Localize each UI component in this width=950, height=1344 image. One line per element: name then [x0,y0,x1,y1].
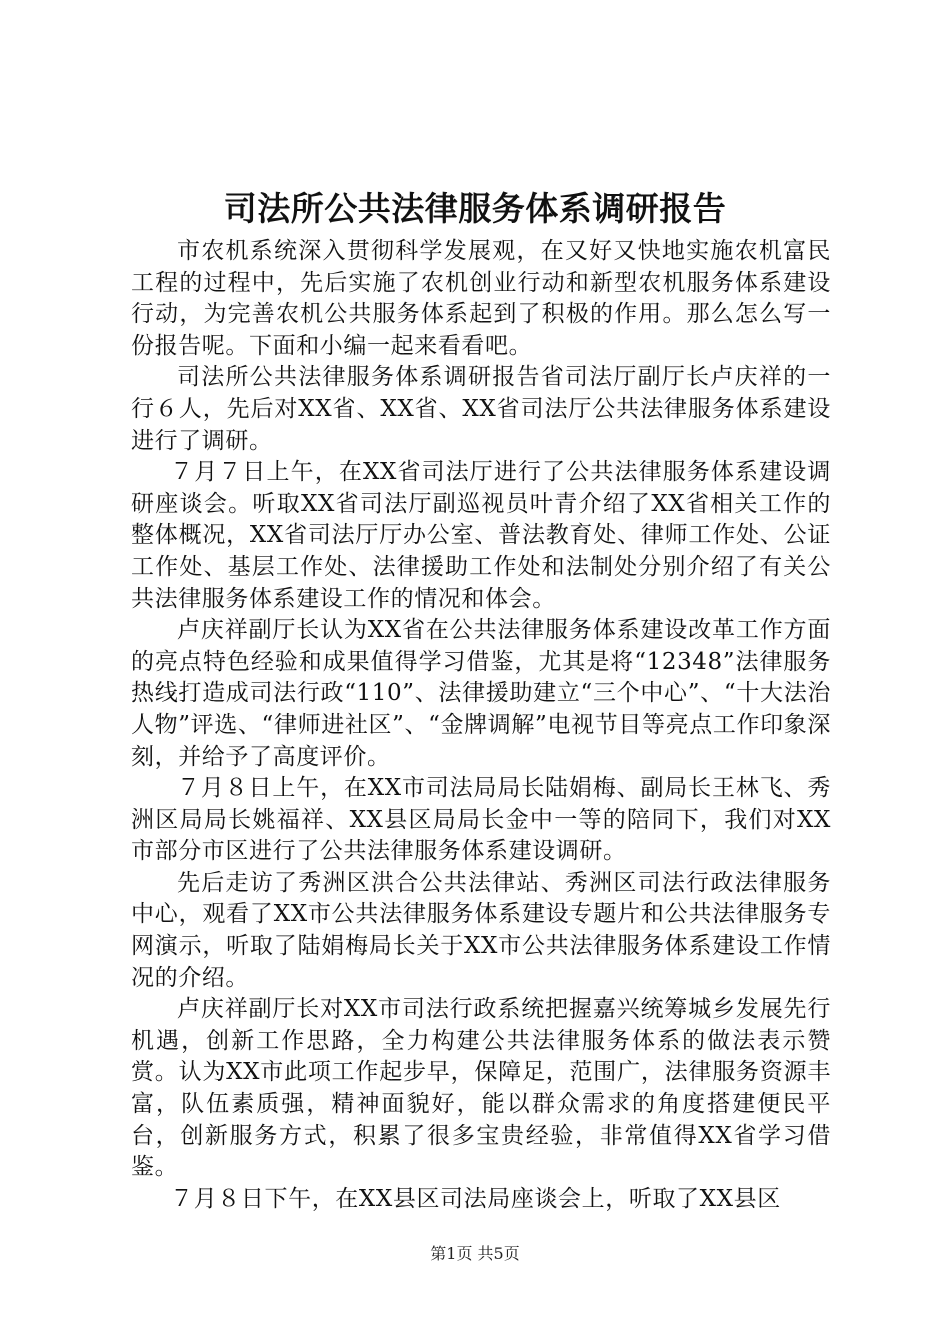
document-body [131,236,831,1215]
paragraph-site-visits: 先后走访了秀洲区洪合公共法律站、秀洲区司法行政法律服务中心，观看了XX市公共法律服务体系建设专题片和公共法律服务专网演示，听取了陆娟梅局长关于XX市公共法律服务体系建设工作情况的介绍。 [131,869,831,991]
paragraph-intro: 市农机系统深入贯彻科学发展观，在又好又快地实施农机富民工程的过程中，先后实施了农机创业行动和新型农机服务体系建设行动，为完善农机公共服务体系起到了积极的作用。那么怎么写一份报告呢。下面和小编一起来看看吧。 [131,238,831,359]
page-indicator: 第1页 共5页 [430,1244,520,1263]
document-title: 司法所公共法律服务体系调研报告 [223,189,727,228]
paragraph-evaluation: 卢庆祥副厅长认为XX省在公共法律服务体系建设改革工作方面的亮点特色经验和成果值得学习借鉴，尤其是将“12348”法律服务热线打造成司法行政“110”、法律援助建立“三个中心”、“十大法治人物”评选、“律师进社区”、“金牌调解”电视节目等亮点工作印象深刻，并给予了高度评价。 [131,617,831,770]
paragraph-july-7-meeting: ７月７日上午，在XX省司法厅进行了公共法律服务体系建设调研座谈会。听取XX省司法厅副巡视员叶青介绍了XX省相关工作的整体概况，XX省司法厅厅办公室、普法教育处、律师工作处、公证工作处、基层工作处、法律援助工作处和法制处分别介绍了有关公共法律服务体系建设工作的情况和体会。 [131,459,831,612]
paragraph-praise: 卢庆祥副厅长对XX市司法行政系统把握嘉兴统筹城乡发展先行机遇，创新工作思路，全力构建公共法律服务体系的做法表示赞赏。认为XX市此项工作起步早，保障足，范围广，法律服务资源丰富，队伍素质强，精神面貌好，能以群众需求的角度搭建便民平台，创新服务方式，积累了很多宝贵经验，非常值得XX省学习借鉴。 [131,996,831,1181]
paragraph-visit-overview: 司法所公共法律服务体系调研报告省司法厅副厅长卢庆祥的一行６人，先后对XX省、XX省、XX省司法厅公共法律服务体系建设进行了调研。 [131,364,831,454]
paragraph-july-8-afternoon: ７月８日下午，在XX县区司法局座谈会上，听取了XX县区 [170,1185,781,1212]
page-footer [0,1242,950,1266]
paragraph-july-8-morning: ７月８日上午，在XX市司法局局长陆娟梅、副局长王林飞、秀洲区局局长姚福祥、XX县区局局长金中一等的陪同下，我们对XX市部分市区进行了公共法律服务体系建设调研。 [131,775,831,865]
